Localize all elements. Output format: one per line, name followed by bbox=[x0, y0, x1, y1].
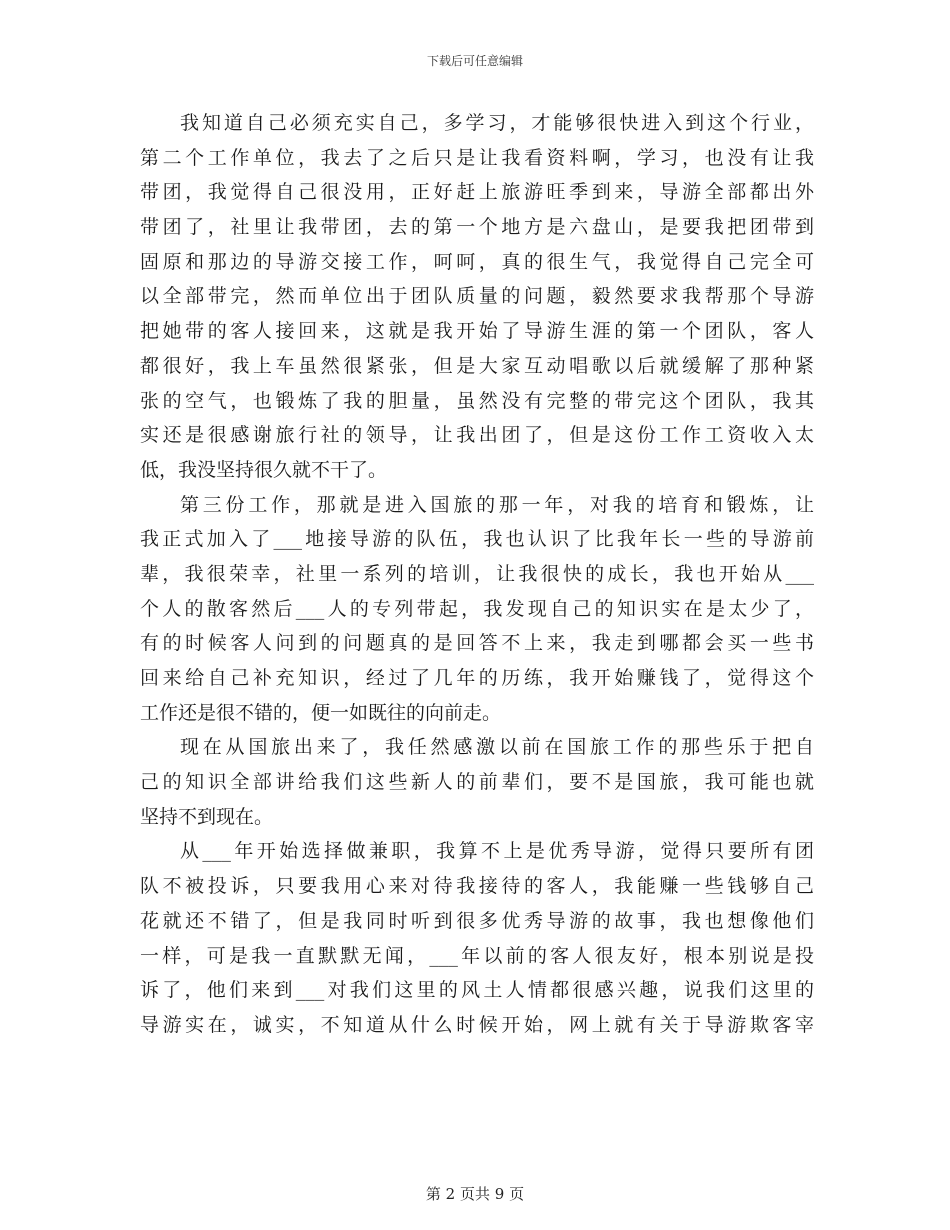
text-line: 把她带的客人接回来，这就是我开始了导游生涯的第一个团队，客人 bbox=[140, 320, 814, 343]
text-line: 个人的散客然后___人的专列带起，我发现自己的知识实在是太少了， bbox=[140, 597, 814, 620]
text-line: 第二个工作单位，我去了之后只是让我看资料啊，学习，也没有让我 bbox=[140, 146, 814, 169]
page-header: 下载后可任意编辑 bbox=[426, 54, 523, 68]
text-line: 实还是很感谢旅行社的领导，让我出团了，但是这份工作工资收入太 bbox=[140, 424, 814, 447]
text-line: 第三份工作，那就是进入国旅的那一年，对我的培育和锻炼，让 bbox=[180, 493, 814, 516]
page-footer: 第 2 页共 9 页 bbox=[425, 1185, 525, 1203]
paragraph bbox=[140, 488, 814, 731]
text-line: 我正式加入了___地接导游的队伍，我也认识了比我年长一些的导游前 bbox=[140, 528, 814, 551]
paragraph bbox=[140, 106, 814, 488]
text-line: 回来给自己补充知识，经过了几年的历练，我开始赚钱了，觉得这个 bbox=[140, 667, 814, 689]
text-line: 诉了，他们来到___对我们这里的风土人情都很感兴趣，说我们这里的 bbox=[140, 979, 814, 1002]
text-line: 张的空气，也锻炼了我的胆量，虽然没有完整的带完这个团队，我其 bbox=[140, 389, 814, 412]
text-line: 从___年开始选择做兼职，我算不上是优秀导游，觉得只要所有团 bbox=[180, 840, 814, 863]
text-line: 有的时候客人问到的问题真的是回答不上来，我走到哪都会买一些书 bbox=[140, 632, 814, 655]
text-line: 以全部带完，然而单位出于团队质量的问题，毅然要求我帮那个导游 bbox=[140, 285, 814, 308]
document-body bbox=[140, 106, 814, 1043]
text-line: 带团了，社里让我带团，去的第一个地方是六盘山，是要我把团带到 bbox=[140, 216, 814, 239]
text-line: 带团，我觉得自己很没用，正好赶上旅游旺季到来，导游全部都出外 bbox=[140, 181, 814, 204]
text-line: 低，我没坚持很久就不干了。 bbox=[140, 458, 388, 481]
paragraph bbox=[140, 834, 814, 1042]
text-line: 都很好，我上车虽然很紧张，但是大家互动唱歌以后就缓解了那种紧 bbox=[140, 354, 814, 377]
text-line: 己的知识全部讲给我们这些新人的前辈们，要不是国旅，我可能也就 bbox=[140, 771, 814, 794]
text-line: 导游实在，诚实，不知道从什么时候开始，网上就有关于导游欺客宰 bbox=[140, 1013, 814, 1036]
text-line: 一样，可是我一直默默无闻，___年以前的客人很友好，根本别说是投 bbox=[140, 944, 814, 967]
text-line: 工作还是很不错的，便一如既往的向前走。 bbox=[140, 701, 502, 724]
text-line: 坚持不到现在。 bbox=[140, 805, 274, 828]
text-line: 辈，我很荣幸，社里一系列的培训，让我很快的成长，我也开始从___ bbox=[140, 562, 814, 585]
text-line: 花就还不错了，但是我同时听到很多优秀导游的故事，我也想像他们 bbox=[140, 909, 814, 932]
text-line: 我知道自己必须充实自己，多学习，才能够很快进入到这个行业， bbox=[180, 112, 814, 134]
text-line: 队不被投诉，只要我用心来对待我接待的客人，我能赚一些钱够自己 bbox=[140, 875, 814, 898]
paragraph bbox=[140, 730, 814, 834]
text-line: 固原和那边的导游交接工作，呵呵，真的很生气，我觉得自己完全可 bbox=[140, 250, 814, 273]
text-line: 现在从国旅出来了，我任然感激以前在国旅工作的那些乐于把自 bbox=[180, 736, 814, 759]
